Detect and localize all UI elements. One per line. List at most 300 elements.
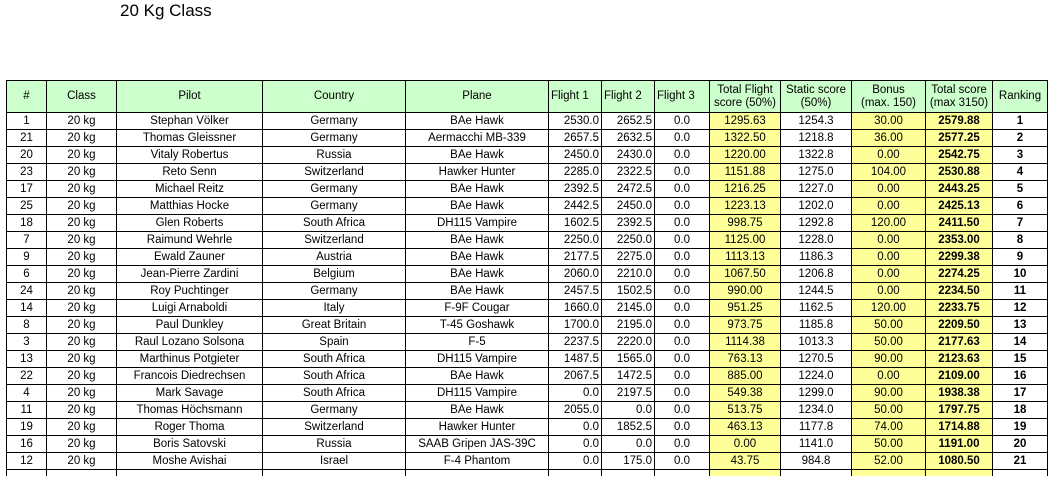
cell-total: 2353.00 bbox=[926, 232, 993, 249]
cell-total: 2123.63 bbox=[926, 351, 993, 368]
cell-static: 1322.8 bbox=[781, 147, 852, 164]
cell-country: Germany bbox=[263, 402, 406, 419]
cell-flight1: 2060.0 bbox=[549, 266, 602, 283]
cell-static: 1224.0 bbox=[781, 368, 852, 385]
cell-num: 7 bbox=[7, 232, 47, 249]
cell-pilot: Glen Roberts bbox=[117, 215, 263, 232]
col-header-total bbox=[926, 81, 993, 113]
cell-country: Belgium bbox=[263, 266, 406, 283]
cell-pilot: Vitaly Robertus bbox=[117, 147, 263, 164]
cell-pilot: Raimund Wehrle bbox=[117, 232, 263, 249]
header-line: score (50%) bbox=[714, 96, 776, 109]
cell-flight3: 0.0 bbox=[655, 436, 710, 453]
cell-num: 4 bbox=[7, 385, 47, 402]
cell-total: 2234.50 bbox=[926, 283, 993, 300]
cell-num: 11 bbox=[7, 402, 47, 419]
cell-static: 1292.8 bbox=[781, 215, 852, 232]
cell-flight2: 2210.0 bbox=[602, 266, 655, 283]
header-line: (max. 150) bbox=[861, 96, 916, 109]
cell-flight3: 0.0 bbox=[655, 232, 710, 249]
cell-pilot: Jean-Pierre Zardini bbox=[117, 266, 263, 283]
cell-class: 20 kg bbox=[47, 164, 117, 181]
cell-empty bbox=[926, 470, 993, 477]
cell-bonus: 52.00 bbox=[852, 453, 926, 470]
cell-class: 20 kg bbox=[47, 198, 117, 215]
cell-empty bbox=[993, 470, 1048, 477]
cell-num: 23 bbox=[7, 164, 47, 181]
cell-pilot: Francois Diedrechsen bbox=[117, 368, 263, 385]
cell-ranking: 20 bbox=[993, 436, 1048, 453]
cell-plane: F-4 Phantom bbox=[406, 453, 549, 470]
cell-pilot: Boris Satovski bbox=[117, 436, 263, 453]
col-header-ranking: Ranking bbox=[993, 81, 1048, 113]
cell-num: 8 bbox=[7, 317, 47, 334]
cell-class: 20 kg bbox=[47, 453, 117, 470]
cell-ranking: 5 bbox=[993, 181, 1048, 198]
table-row bbox=[7, 436, 1048, 453]
cell-class: 20 kg bbox=[47, 147, 117, 164]
cell-bonus: 50.00 bbox=[852, 402, 926, 419]
cell-country: Spain bbox=[263, 334, 406, 351]
cell-total: 2542.75 bbox=[926, 147, 993, 164]
cell-flight3: 0.0 bbox=[655, 113, 710, 130]
cell-class: 20 kg bbox=[47, 283, 117, 300]
cell-total: 1797.75 bbox=[926, 402, 993, 419]
cell-class: 20 kg bbox=[47, 317, 117, 334]
table-row bbox=[7, 317, 1048, 334]
cell-pilot: Matthias Hocke bbox=[117, 198, 263, 215]
cell-ranking: 8 bbox=[993, 232, 1048, 249]
cell-static: 1202.0 bbox=[781, 198, 852, 215]
cell-empty bbox=[406, 470, 549, 477]
cell-flight2: 2275.0 bbox=[602, 249, 655, 266]
cell-static: 1299.0 bbox=[781, 385, 852, 402]
cell-flight1: 2250.0 bbox=[549, 232, 602, 249]
header-line: Static score bbox=[785, 83, 847, 96]
table-row bbox=[7, 283, 1048, 300]
cell-pilot: Marthinus Potgieter bbox=[117, 351, 263, 368]
cell-empty bbox=[852, 470, 926, 477]
cell-flight3: 0.0 bbox=[655, 402, 710, 419]
cell-static: 1254.3 bbox=[781, 113, 852, 130]
cell-ranking: 18 bbox=[993, 402, 1048, 419]
cell-bonus: 0.00 bbox=[852, 147, 926, 164]
cell-ranking: 3 bbox=[993, 147, 1048, 164]
cell-flight1: 2457.5 bbox=[549, 283, 602, 300]
col-header-flight2: Flight 2 bbox=[602, 81, 655, 113]
cell-bonus: 50.00 bbox=[852, 334, 926, 351]
cell-flight2: 0.0 bbox=[602, 402, 655, 419]
cell-class: 20 kg bbox=[47, 113, 117, 130]
cell-pilot: Moshe Avishai bbox=[117, 453, 263, 470]
cell-total: 2233.75 bbox=[926, 300, 993, 317]
cell-total: 1938.38 bbox=[926, 385, 993, 402]
cell-country: Germany bbox=[263, 283, 406, 300]
col-header-total-flight bbox=[710, 81, 781, 113]
cell-ranking: 15 bbox=[993, 351, 1048, 368]
cell-num: 22 bbox=[7, 368, 47, 385]
cell-flight2: 2652.5 bbox=[602, 113, 655, 130]
cell-total: 2411.50 bbox=[926, 215, 993, 232]
cell-ranking: 2 bbox=[993, 130, 1048, 147]
cell-total-flight: 1220.00 bbox=[710, 147, 781, 164]
cell-flight3: 0.0 bbox=[655, 453, 710, 470]
table-row bbox=[7, 249, 1048, 266]
cell-class: 20 kg bbox=[47, 402, 117, 419]
cell-total-flight: 1151.88 bbox=[710, 164, 781, 181]
cell-total-flight: 463.13 bbox=[710, 419, 781, 436]
cell-flight3: 0.0 bbox=[655, 368, 710, 385]
cell-flight2: 2195.0 bbox=[602, 317, 655, 334]
cell-total: 2530.88 bbox=[926, 164, 993, 181]
cell-ranking: 4 bbox=[993, 164, 1048, 181]
cell-bonus: 0.00 bbox=[852, 232, 926, 249]
cell-static: 1228.0 bbox=[781, 232, 852, 249]
cell-flight1: 2055.0 bbox=[549, 402, 602, 419]
cell-plane: BAe Hawk bbox=[406, 232, 549, 249]
cell-flight1: 0.0 bbox=[549, 419, 602, 436]
cell-num: 6 bbox=[7, 266, 47, 283]
cell-bonus: 90.00 bbox=[852, 351, 926, 368]
cell-flight2: 2197.5 bbox=[602, 385, 655, 402]
cell-class: 20 kg bbox=[47, 419, 117, 436]
cell-pilot: Ewald Zauner bbox=[117, 249, 263, 266]
cell-plane: DH115 Vampire bbox=[406, 351, 549, 368]
cell-plane: BAe Hawk bbox=[406, 402, 549, 419]
cell-flight3: 0.0 bbox=[655, 300, 710, 317]
cell-country: Israel bbox=[263, 453, 406, 470]
table-row bbox=[7, 266, 1048, 283]
cell-static: 1227.0 bbox=[781, 181, 852, 198]
cell-static: 1177.8 bbox=[781, 419, 852, 436]
cell-bonus: 0.00 bbox=[852, 249, 926, 266]
cell-bonus: 50.00 bbox=[852, 436, 926, 453]
cell-flight2: 1852.5 bbox=[602, 419, 655, 436]
table-row bbox=[7, 385, 1048, 402]
cell-pilot: Luigi Arnaboldi bbox=[117, 300, 263, 317]
col-header-pilot: Pilot bbox=[117, 81, 263, 113]
cell-total: 2579.88 bbox=[926, 113, 993, 130]
col-header-static bbox=[781, 81, 852, 113]
cell-flight1: 0.0 bbox=[549, 436, 602, 453]
cell-total-flight: 1295.63 bbox=[710, 113, 781, 130]
cell-flight1: 1660.0 bbox=[549, 300, 602, 317]
cell-country: South Africa bbox=[263, 385, 406, 402]
cell-pilot: Thomas Höchsmann bbox=[117, 402, 263, 419]
cell-flight2: 2145.0 bbox=[602, 300, 655, 317]
cell-ranking: 14 bbox=[993, 334, 1048, 351]
cell-flight2: 2322.5 bbox=[602, 164, 655, 181]
cell-plane: DH115 Vampire bbox=[406, 215, 549, 232]
cell-total-flight: 513.75 bbox=[710, 402, 781, 419]
cell-flight2: 1565.0 bbox=[602, 351, 655, 368]
cell-flight3: 0.0 bbox=[655, 249, 710, 266]
cell-flight3: 0.0 bbox=[655, 317, 710, 334]
cell-class: 20 kg bbox=[47, 300, 117, 317]
cell-country: Switzerland bbox=[263, 232, 406, 249]
cell-class: 20 kg bbox=[47, 436, 117, 453]
cell-num: 14 bbox=[7, 300, 47, 317]
table-row bbox=[7, 215, 1048, 232]
cell-total: 2577.25 bbox=[926, 130, 993, 147]
cell-pilot: Roger Thoma bbox=[117, 419, 263, 436]
cell-flight2: 2220.0 bbox=[602, 334, 655, 351]
cell-total: 2177.63 bbox=[926, 334, 993, 351]
cell-plane: Hawker Hunter bbox=[406, 164, 549, 181]
cell-ranking: 17 bbox=[993, 385, 1048, 402]
cell-flight3: 0.0 bbox=[655, 215, 710, 232]
cell-empty bbox=[47, 470, 117, 477]
header-line: Bonus bbox=[872, 83, 905, 96]
cell-ranking: 11 bbox=[993, 283, 1048, 300]
cell-static: 1244.5 bbox=[781, 283, 852, 300]
cell-flight2: 2392.5 bbox=[602, 215, 655, 232]
cell-num: 12 bbox=[7, 453, 47, 470]
cell-ranking: 16 bbox=[993, 368, 1048, 385]
header-line: (max 3150) bbox=[929, 96, 989, 109]
cell-country: Italy bbox=[263, 300, 406, 317]
cell-plane: BAe Hawk bbox=[406, 198, 549, 215]
header-line: Total score bbox=[931, 83, 987, 96]
cell-pilot: Mark Savage bbox=[117, 385, 263, 402]
cell-country: Germany bbox=[263, 130, 406, 147]
cell-bonus: 90.00 bbox=[852, 385, 926, 402]
cell-total: 2274.25 bbox=[926, 266, 993, 283]
table-row bbox=[7, 453, 1048, 470]
cell-ranking: 6 bbox=[993, 198, 1048, 215]
cell-flight1: 2237.5 bbox=[549, 334, 602, 351]
table-row bbox=[7, 198, 1048, 215]
table-row bbox=[7, 300, 1048, 317]
cell-class: 20 kg bbox=[47, 181, 117, 198]
header-line: (50%) bbox=[800, 96, 832, 109]
cell-class: 20 kg bbox=[47, 368, 117, 385]
cell-flight2: 2250.0 bbox=[602, 232, 655, 249]
table-row bbox=[7, 113, 1048, 130]
cell-static: 1186.3 bbox=[781, 249, 852, 266]
cell-bonus: 120.00 bbox=[852, 215, 926, 232]
cell-total-flight: 1113.13 bbox=[710, 249, 781, 266]
cell-country: Russia bbox=[263, 147, 406, 164]
cell-static: 1185.8 bbox=[781, 317, 852, 334]
cell-total: 2109.00 bbox=[926, 368, 993, 385]
cell-pilot: Stephan Völker bbox=[117, 113, 263, 130]
cell-class: 20 kg bbox=[47, 130, 117, 147]
cell-plane: T-45 Goshawk bbox=[406, 317, 549, 334]
cell-empty bbox=[263, 470, 406, 477]
table-row bbox=[7, 351, 1048, 368]
cell-plane: BAe Hawk bbox=[406, 266, 549, 283]
col-header-bonus bbox=[852, 81, 926, 113]
cell-empty bbox=[602, 470, 655, 477]
cell-empty bbox=[549, 470, 602, 477]
cell-ranking: 13 bbox=[993, 317, 1048, 334]
cell-empty bbox=[655, 470, 710, 477]
col-header-plane: Plane bbox=[406, 81, 549, 113]
cell-bonus: 104.00 bbox=[852, 164, 926, 181]
cell-flight3: 0.0 bbox=[655, 419, 710, 436]
col-header-flight1: Flight 1 bbox=[549, 81, 602, 113]
cell-static: 1218.8 bbox=[781, 130, 852, 147]
cell-flight3: 0.0 bbox=[655, 351, 710, 368]
cell-flight3: 0.0 bbox=[655, 130, 710, 147]
cell-flight3: 0.0 bbox=[655, 266, 710, 283]
cell-country: Switzerland bbox=[263, 164, 406, 181]
cell-bonus: 0.00 bbox=[852, 368, 926, 385]
cell-plane: Hawker Hunter bbox=[406, 419, 549, 436]
cell-plane: BAe Hawk bbox=[406, 249, 549, 266]
cell-country: Germany bbox=[263, 198, 406, 215]
cell-pilot: Michael Reitz bbox=[117, 181, 263, 198]
cell-total: 1080.50 bbox=[926, 453, 993, 470]
table-row bbox=[7, 419, 1048, 436]
cell-static: 984.8 bbox=[781, 453, 852, 470]
cell-pilot: Reto Senn bbox=[117, 164, 263, 181]
cell-flight3: 0.0 bbox=[655, 181, 710, 198]
cell-num: 19 bbox=[7, 419, 47, 436]
col-header-num: # bbox=[7, 81, 47, 113]
cell-num: 17 bbox=[7, 181, 47, 198]
cell-country: South Africa bbox=[263, 368, 406, 385]
cell-bonus: 30.00 bbox=[852, 113, 926, 130]
cell-country: South Africa bbox=[263, 351, 406, 368]
cell-flight1: 2450.0 bbox=[549, 147, 602, 164]
cell-flight1: 1602.5 bbox=[549, 215, 602, 232]
cell-pilot: Thomas Gleissner bbox=[117, 130, 263, 147]
cell-bonus: 0.00 bbox=[852, 266, 926, 283]
cell-flight1: 0.0 bbox=[549, 385, 602, 402]
cell-num: 18 bbox=[7, 215, 47, 232]
cell-pilot: Paul Dunkley bbox=[117, 317, 263, 334]
cell-country: Switzerland bbox=[263, 419, 406, 436]
header-row bbox=[7, 81, 1048, 113]
cell-country: Germany bbox=[263, 181, 406, 198]
table-row bbox=[7, 232, 1048, 249]
cell-num: 1 bbox=[7, 113, 47, 130]
cell-empty bbox=[710, 470, 781, 477]
cell-num: 24 bbox=[7, 283, 47, 300]
cell-static: 1013.3 bbox=[781, 334, 852, 351]
table-row bbox=[7, 368, 1048, 385]
cell-flight1: 2657.5 bbox=[549, 130, 602, 147]
cell-country: Russia bbox=[263, 436, 406, 453]
cell-plane: BAe Hawk bbox=[406, 147, 549, 164]
cell-total-flight: 43.75 bbox=[710, 453, 781, 470]
cell-plane: BAe Hawk bbox=[406, 113, 549, 130]
cell-flight3: 0.0 bbox=[655, 385, 710, 402]
cell-total: 2425.13 bbox=[926, 198, 993, 215]
cell-flight2: 0.0 bbox=[602, 436, 655, 453]
cell-empty bbox=[7, 470, 47, 477]
table-row bbox=[7, 147, 1048, 164]
cell-total-flight: 549.38 bbox=[710, 385, 781, 402]
cell-plane: F-9F Cougar bbox=[406, 300, 549, 317]
cell-total-flight: 0.00 bbox=[710, 436, 781, 453]
cell-country: Great Britain bbox=[263, 317, 406, 334]
table-row bbox=[7, 130, 1048, 147]
cell-total-flight: 1114.38 bbox=[710, 334, 781, 351]
cell-ranking: 12 bbox=[993, 300, 1048, 317]
cell-class: 20 kg bbox=[47, 385, 117, 402]
cell-flight2: 2450.0 bbox=[602, 198, 655, 215]
cell-total-flight: 1125.00 bbox=[710, 232, 781, 249]
cell-bonus: 0.00 bbox=[852, 198, 926, 215]
cell-plane: BAe Hawk bbox=[406, 181, 549, 198]
cell-country: Austria bbox=[263, 249, 406, 266]
cell-class: 20 kg bbox=[47, 266, 117, 283]
cell-flight3: 0.0 bbox=[655, 198, 710, 215]
cell-ranking: 9 bbox=[993, 249, 1048, 266]
cell-total-flight: 1322.50 bbox=[710, 130, 781, 147]
cell-static: 1275.0 bbox=[781, 164, 852, 181]
cell-flight1: 2392.5 bbox=[549, 181, 602, 198]
cell-country: South Africa bbox=[263, 215, 406, 232]
cell-num: 21 bbox=[7, 130, 47, 147]
cell-flight1: 2530.0 bbox=[549, 113, 602, 130]
cell-ranking: 21 bbox=[993, 453, 1048, 470]
cell-class: 20 kg bbox=[47, 232, 117, 249]
cell-total-flight: 998.75 bbox=[710, 215, 781, 232]
cell-pilot: Raul Lozano Solsona bbox=[117, 334, 263, 351]
cell-bonus: 0.00 bbox=[852, 283, 926, 300]
cell-class: 20 kg bbox=[47, 334, 117, 351]
cell-flight2: 175.0 bbox=[602, 453, 655, 470]
cell-empty bbox=[117, 470, 263, 477]
cell-bonus: 36.00 bbox=[852, 130, 926, 147]
cell-num: 9 bbox=[7, 249, 47, 266]
cell-flight1: 1487.5 bbox=[549, 351, 602, 368]
cell-static: 1234.0 bbox=[781, 402, 852, 419]
cell-total-flight: 763.13 bbox=[710, 351, 781, 368]
cell-num: 16 bbox=[7, 436, 47, 453]
cell-flight2: 2632.5 bbox=[602, 130, 655, 147]
cell-flight1: 2285.0 bbox=[549, 164, 602, 181]
table-row bbox=[7, 334, 1048, 351]
cell-plane: SAAB Gripen JAS-39C bbox=[406, 436, 549, 453]
cell-static: 1162.5 bbox=[781, 300, 852, 317]
cell-total-flight: 1216.25 bbox=[710, 181, 781, 198]
cell-plane: F-5 bbox=[406, 334, 549, 351]
cell-static: 1206.8 bbox=[781, 266, 852, 283]
cell-ranking: 10 bbox=[993, 266, 1048, 283]
cell-class: 20 kg bbox=[47, 215, 117, 232]
table-row bbox=[7, 181, 1048, 198]
cell-total-flight: 990.00 bbox=[710, 283, 781, 300]
cell-class: 20 kg bbox=[47, 249, 117, 266]
cell-ranking: 1 bbox=[993, 113, 1048, 130]
cell-total-flight: 1223.13 bbox=[710, 198, 781, 215]
cell-flight2: 2430.0 bbox=[602, 147, 655, 164]
cell-bonus: 50.00 bbox=[852, 317, 926, 334]
header-line: Total Flight bbox=[717, 83, 773, 96]
cell-num: 13 bbox=[7, 351, 47, 368]
cell-total: 1191.00 bbox=[926, 436, 993, 453]
cell-plane: Aermacchi MB-339 bbox=[406, 130, 549, 147]
cell-total: 2299.38 bbox=[926, 249, 993, 266]
cell-total-flight: 973.75 bbox=[710, 317, 781, 334]
results-table bbox=[6, 80, 1048, 476]
col-header-flight3: Flight 3 bbox=[655, 81, 710, 113]
cell-num: 20 bbox=[7, 147, 47, 164]
cell-flight2: 1472.5 bbox=[602, 368, 655, 385]
cell-bonus: 120.00 bbox=[852, 300, 926, 317]
cell-plane: DH115 Vampire bbox=[406, 385, 549, 402]
table-row bbox=[7, 402, 1048, 419]
cell-empty bbox=[781, 470, 852, 477]
cell-country: Germany bbox=[263, 113, 406, 130]
cell-flight3: 0.0 bbox=[655, 283, 710, 300]
cell-flight3: 0.0 bbox=[655, 147, 710, 164]
